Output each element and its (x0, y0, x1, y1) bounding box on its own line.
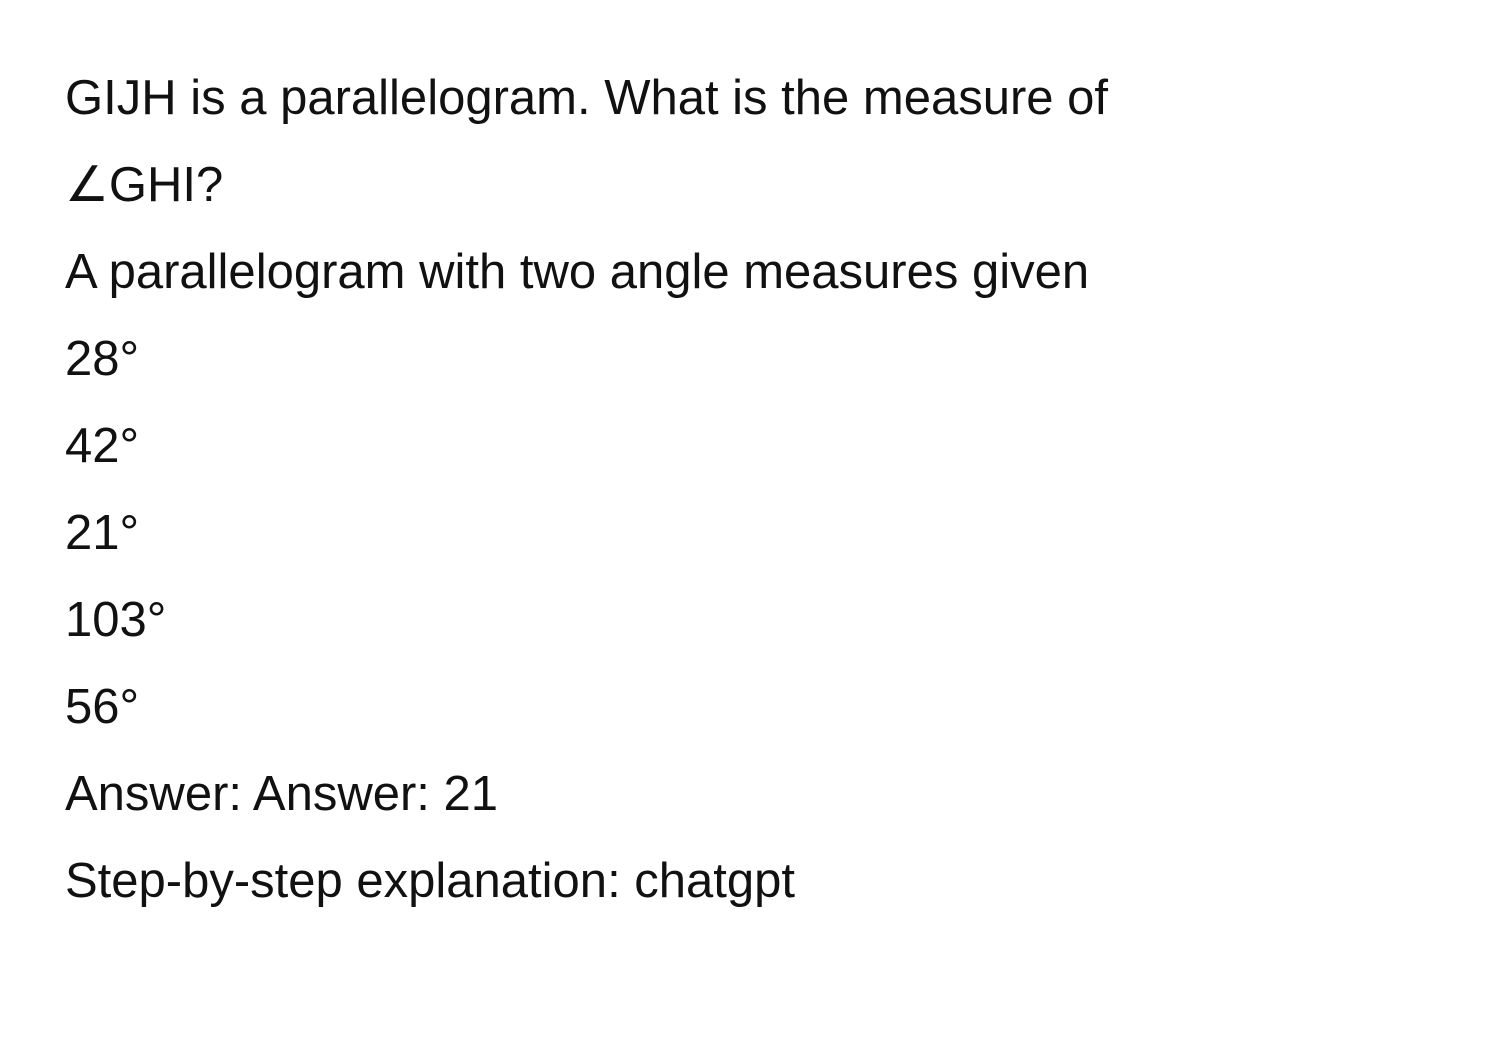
question-line-2: ∠GHI? (65, 158, 224, 212)
choice-5: 56° (65, 680, 140, 734)
choice-3: 21° (65, 506, 140, 560)
choice-1: 28° (65, 332, 140, 386)
choice-4: 103° (65, 593, 167, 647)
figure-caption: A parallelogram with two angle measures given (65, 245, 1090, 299)
answer-line: Answer: Answer: 21 (65, 767, 499, 821)
question-line-1: GIJH is a parallelogram. What is the measure of (65, 71, 1109, 125)
choice-2: 42° (65, 419, 140, 473)
document-body (65, 71, 1445, 925)
explanation-line: Step-by-step explanation: chatgpt (65, 854, 796, 908)
